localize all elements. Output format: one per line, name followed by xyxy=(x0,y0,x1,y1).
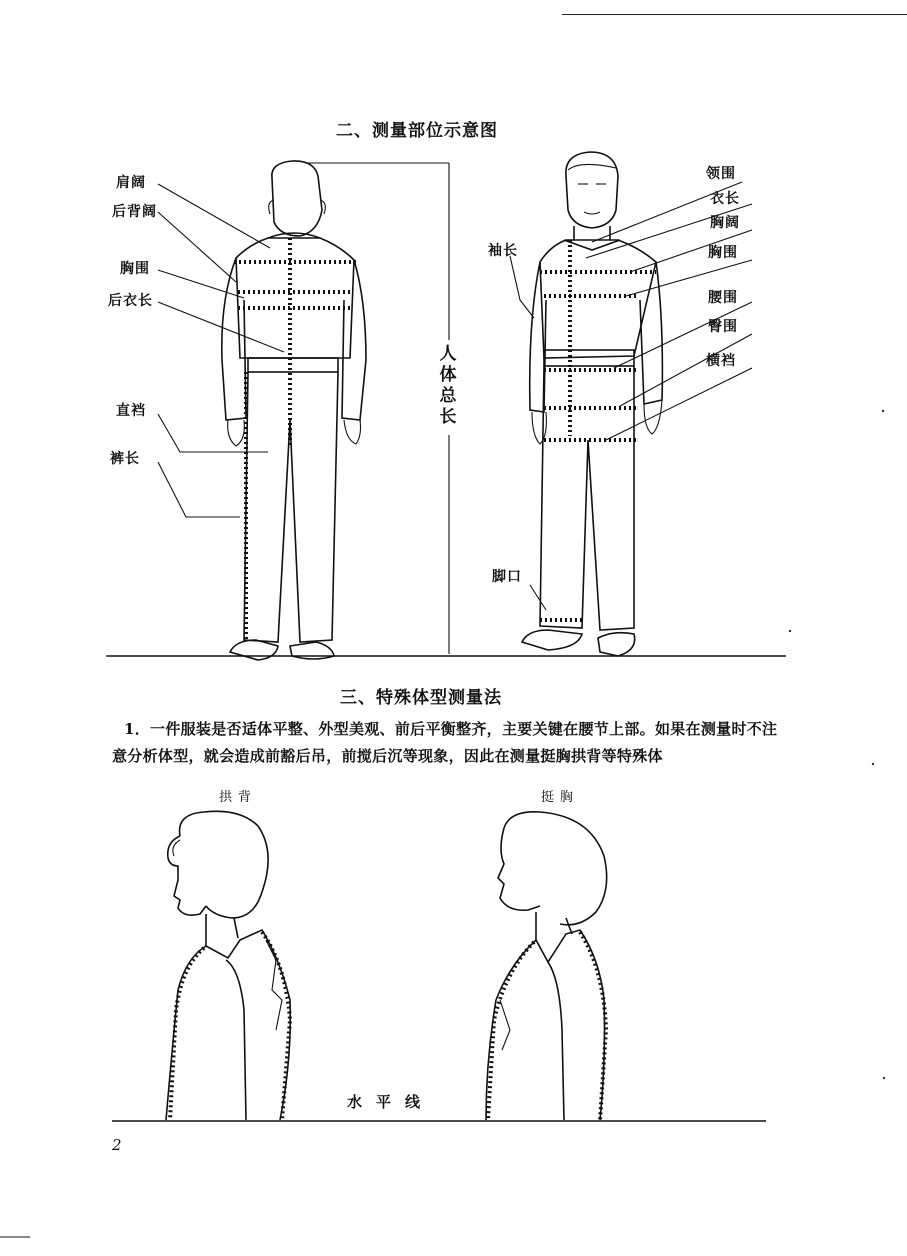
label-crotch-width: 横裆 xyxy=(706,353,736,369)
horizontal-line-label: 水平线 xyxy=(347,1093,435,1111)
fig-title-hunchback: 拱背 xyxy=(219,790,258,805)
label-shoulder-width: 肩阔 xyxy=(116,175,146,191)
section-3-title: 三、特殊体型测量法 xyxy=(340,688,502,708)
label-chest-girth: 胸围 xyxy=(708,245,738,261)
label-jacket-length: 衣长 xyxy=(710,191,740,207)
label-waist-girth: 腰围 xyxy=(708,290,738,306)
label-trouser-hem: 脚口 xyxy=(492,569,522,585)
hunchback-figure xyxy=(166,811,290,1120)
page-number: 2 xyxy=(112,1136,122,1154)
fig-title-chest-out: 挺胸 xyxy=(541,790,580,805)
label-chest-girth-back: 胸围 xyxy=(120,261,150,277)
label-neck-girth: 领围 xyxy=(706,166,736,182)
label-chest-width: 胸阔 xyxy=(710,215,740,231)
label-back-length: 后衣长 xyxy=(108,293,153,309)
chest-out-figure xyxy=(486,812,607,1120)
label-trouser-length: 裤长 xyxy=(110,451,140,467)
label-crotch-depth: 直裆 xyxy=(116,403,146,419)
label-body-total-height: 人 体 总 长 xyxy=(439,344,457,427)
label-back-width: 后背阔 xyxy=(112,204,157,220)
body-paragraph: 1．一件服装是否适体平整、外型美观、前后平衡整齐，主要关键在腰节上部。如果在测量时不注意分析体型，就会造成前豁后吊，前搅后沉等现象，因此在测量挺胸拱背等特殊体 xyxy=(112,720,778,765)
section-2-title: 二、测量部位示意图 xyxy=(336,121,498,141)
label-sleeve-length: 袖长 xyxy=(488,243,518,259)
label-hip-girth: 臀围 xyxy=(708,319,738,335)
